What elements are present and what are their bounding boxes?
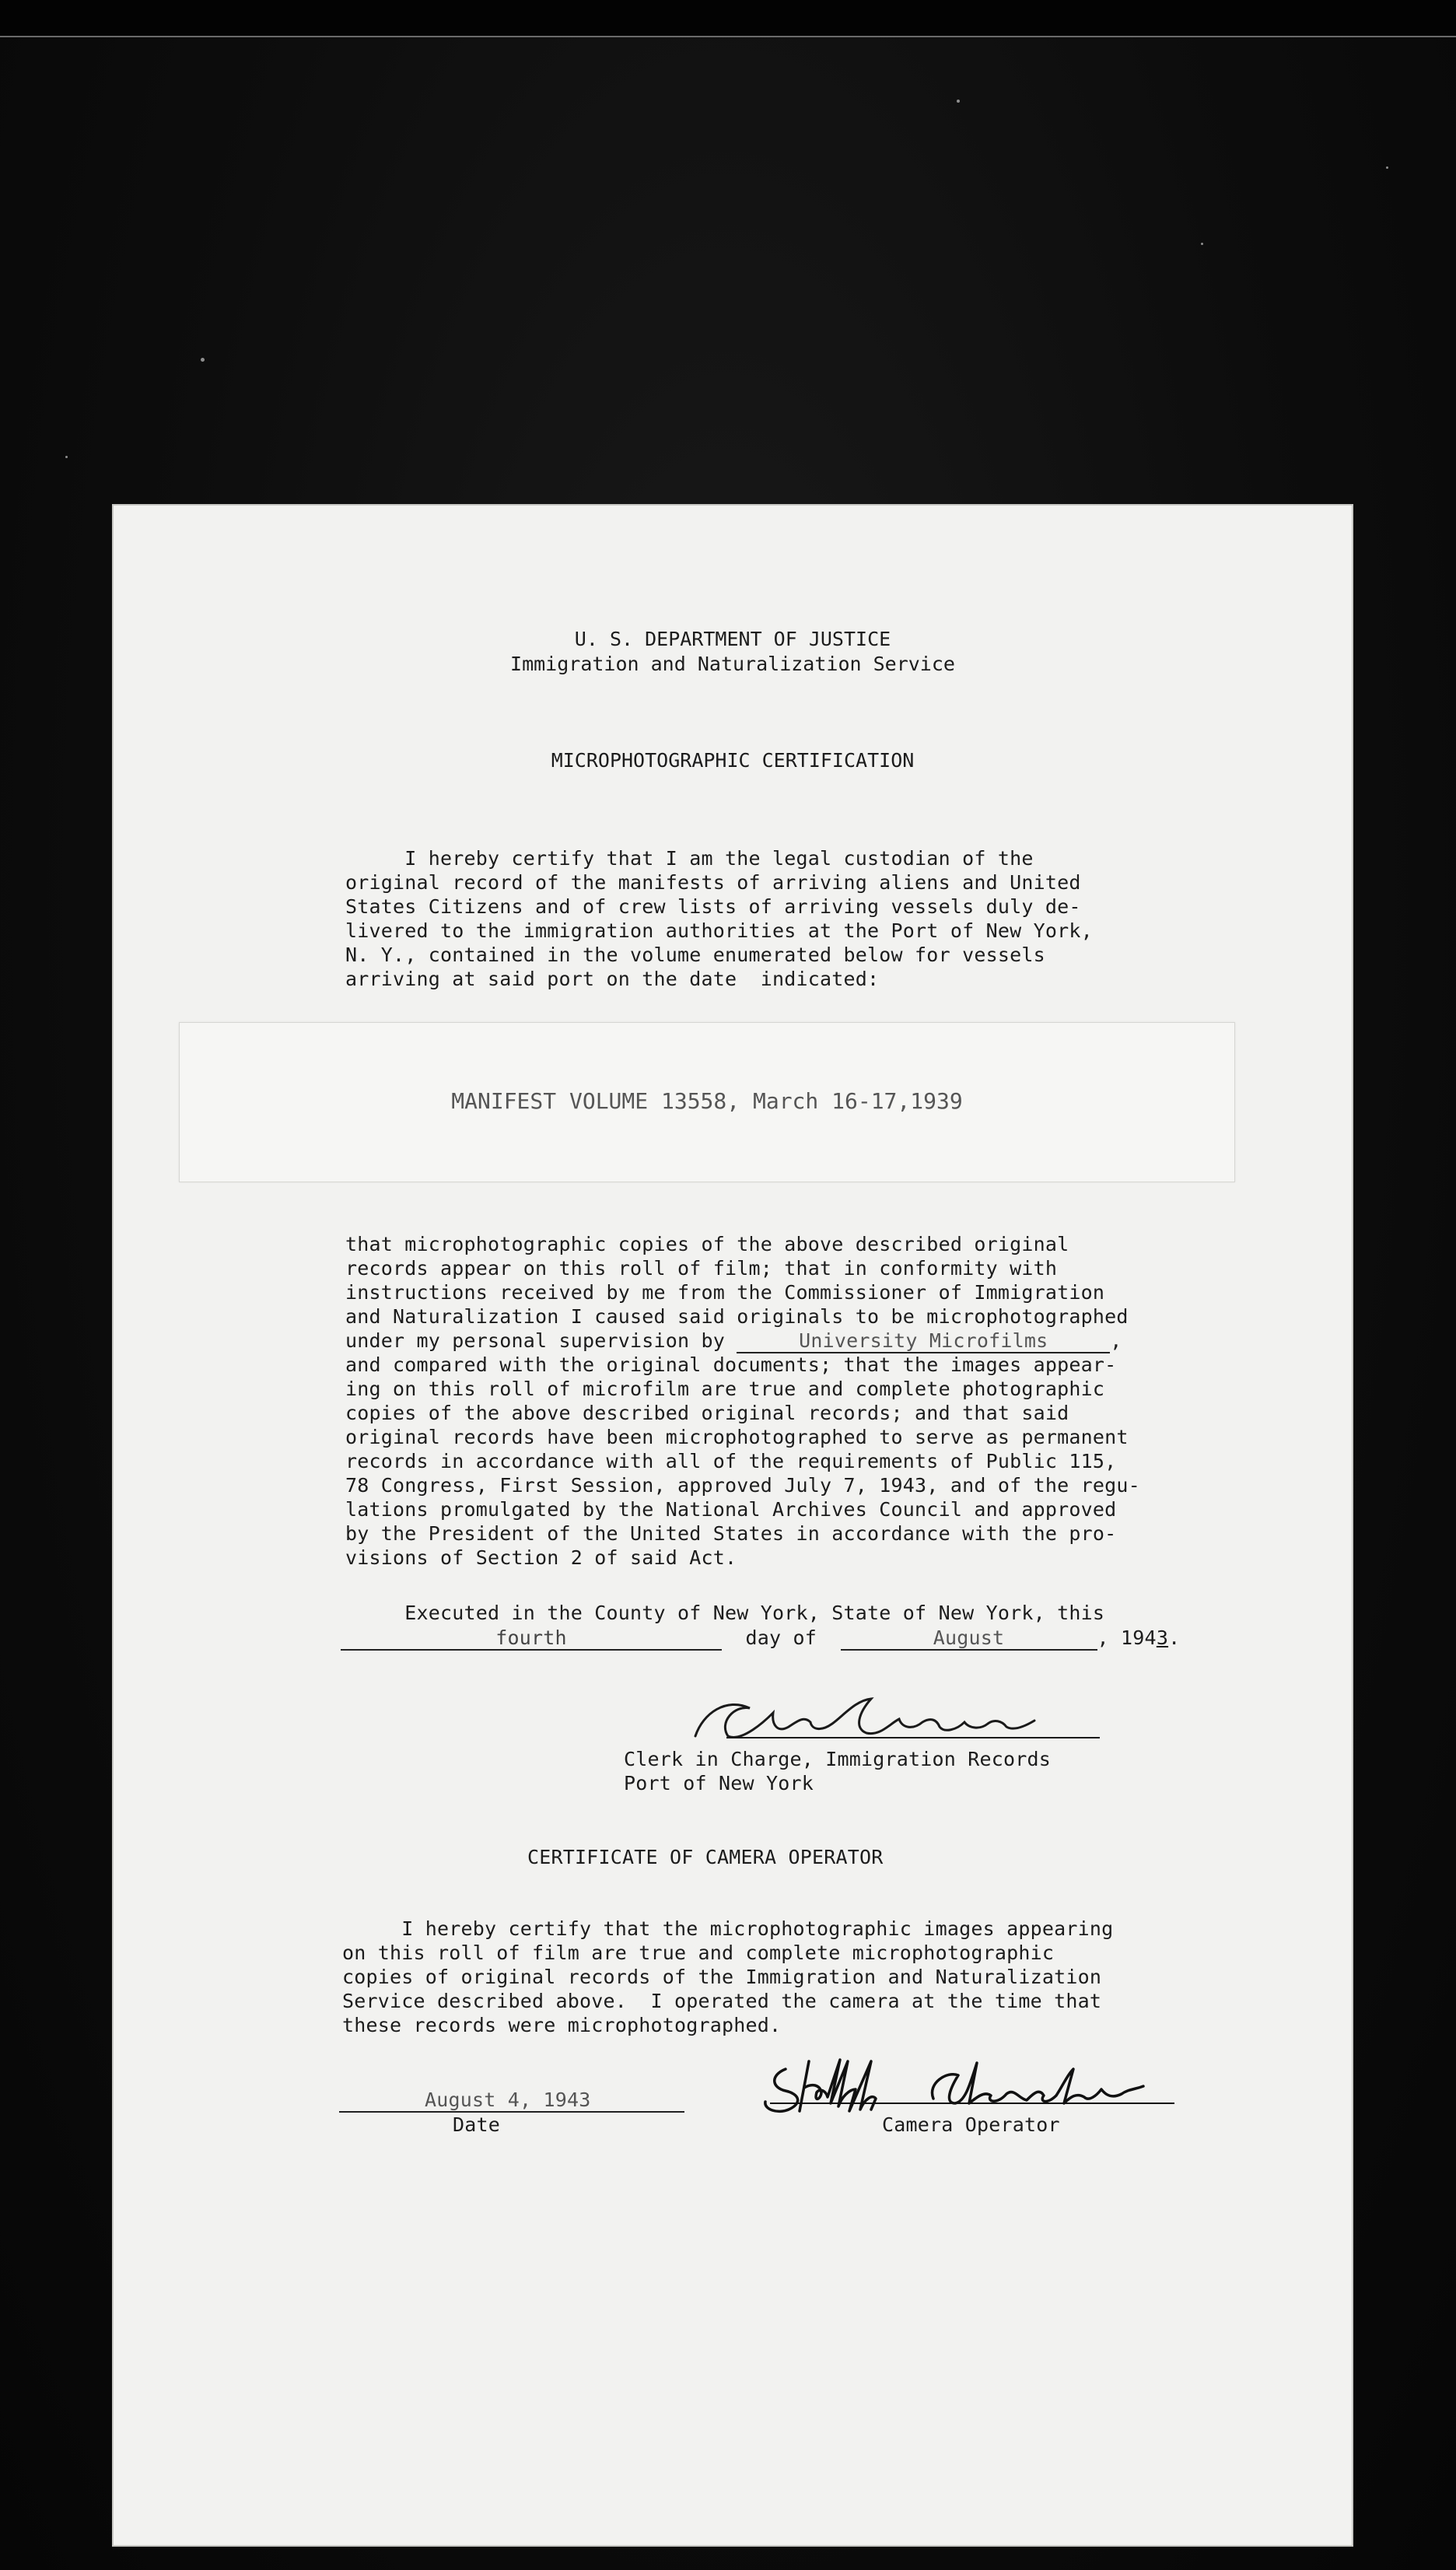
month-field: August [841,1627,1097,1651]
supervision-suffix: , [1110,1329,1122,1352]
text-line: and compared with the original documents; that the images appear- [345,1353,1117,1376]
dust-speck [201,358,205,362]
clerk-title: Clerk in Charge, Immigration Records [624,1748,1052,1770]
manifest-volume-label: MANIFEST VOLUME 13558, March 16-17,1939 [451,1088,963,1114]
dust-speck [957,100,960,103]
text-line: lations promulgated by the National Archives Council and approved [345,1498,1117,1521]
dust-speck [1386,166,1388,169]
text-line: livered to the immigration authorities at the Port of New York, [345,919,1093,942]
service-heading: Immigration and Naturalization Service [510,653,955,675]
text-line: 78 Congress, First Session, approved July 7, 1943, and of the regu- [345,1474,1140,1497]
text-line: records in accordance with all of the requirements of Public 115, [345,1450,1117,1472]
operator-certificate-title: CERTIFICATE OF CAMERA OPERATOR [527,1846,884,1868]
supervision-prefix: under my personal supervision by [345,1329,737,1352]
certificate-page [112,504,1353,2547]
camera-operator-label: Camera Operator [882,2113,1060,2136]
execution-date-line [341,1626,1180,1651]
film-edge [0,0,1456,37]
text-line: that microphotographic copies of the above described original [345,1233,1069,1255]
text-line: N. Y., contained in the volume enumerated below for vessels [345,944,1045,966]
supervision-line [345,1329,1122,1353]
clerk-port: Port of New York [624,1772,814,1794]
text-line: these records were microphotographed. [342,2014,782,2036]
year-prefix: , 194 [1097,1626,1157,1649]
year-digit: 3 [1156,1626,1169,1649]
department-heading: U. S. DEPARTMENT OF JUSTICE [574,628,891,650]
text-line: I hereby certify that the microphotographic images appearing [342,1917,1114,1940]
supervisor-field: University Microfilms [737,1330,1110,1353]
dust-speck [65,456,68,458]
text-line: States Citizens and of crew lists of arriving vessels duly de- [345,895,1081,918]
text-line: by the President of the United States in accordance with the pro- [345,1522,1117,1545]
manifest-volume-strip [179,1022,1235,1182]
text-line: copies of the above described original records; and that said [345,1402,1069,1424]
text-line: instructions received by me from the Commissioner of Immigration [345,1281,1105,1304]
text-line: Service described above. I operated the camera at the time that [342,1990,1102,2012]
text-line: original records have been microphotographed to serve as permanent [345,1426,1129,1448]
text-line: arriving at said port on the date indicated: [345,968,880,990]
clerk-signature [680,1682,1108,1747]
text-line: and Naturalization I caused said originals to be microphotographed [345,1305,1129,1328]
date-label: Date [453,2113,501,2136]
execution-line: Executed in the County of New York, State of New York, this [345,1602,1105,1624]
dust-speck [1201,243,1203,245]
year-suffix: . [1168,1626,1181,1649]
text-line: copies of original records of the Immigration and Naturalization [342,1966,1102,1988]
text-line: I hereby certify that I am the legal custodian of the [345,847,1034,870]
certification-title: MICROPHOTOGRAPHIC CERTIFICATION [551,749,915,772]
text-line: visions of Section 2 of said Act. [345,1546,737,1569]
date-rule [339,2111,684,2113]
text-line: on this roll of film are true and complete microphotographic [342,1942,1055,1964]
text-line: records appear on this roll of film; that in conformity with [345,1257,1058,1280]
operator-date-value: August 4, 1943 [425,2089,591,2111]
day-of-label: day of [745,1626,817,1649]
text-line: ing on this roll of microfilm are true and complete photographic [345,1378,1105,1400]
camera-operator-signature [754,2052,1190,2122]
text-line: original record of the manifests of arriving aliens and United [345,871,1081,894]
day-field: fourth [341,1627,722,1651]
